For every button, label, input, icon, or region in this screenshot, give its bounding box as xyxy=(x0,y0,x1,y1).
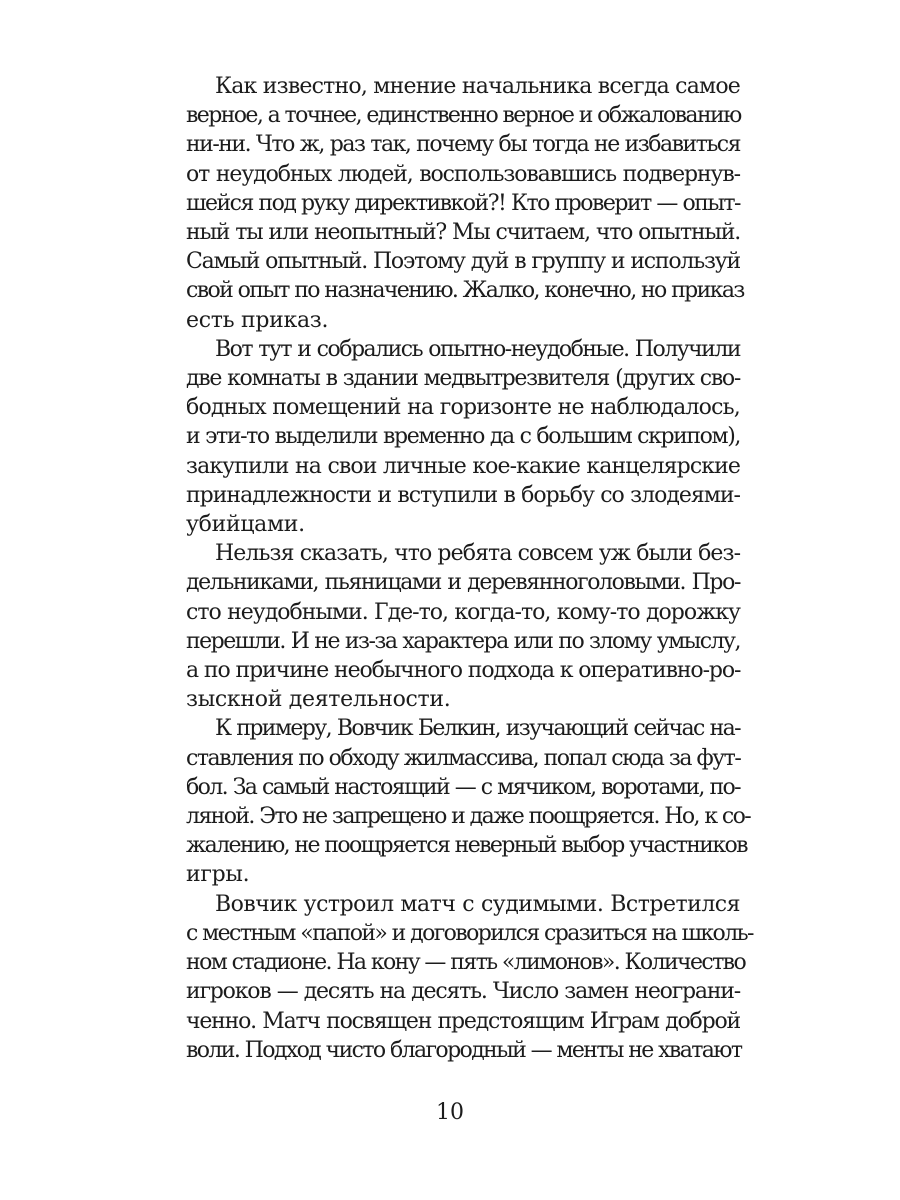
text-line: бодных помещений на горизонте не наблюдалось, xyxy=(186,395,740,421)
text-line: К примеру, Вовчик Белкин, изучающий сейчас на- xyxy=(215,716,740,742)
text-line: Вот тут и собрались опытно-неудобные. Получили xyxy=(215,336,740,362)
text-line: Нельзя сказать, что ребята совсем уж были без- xyxy=(215,541,741,567)
text-line: перешли. И не из-за характера или по злому умыслу, xyxy=(186,628,740,654)
text-line: ставления по обходу жилмассива, попал сюда за фут- xyxy=(186,745,741,771)
page-body xyxy=(186,72,753,1065)
text-line: а по причине необычного подхода к оперативно-ро- xyxy=(186,658,741,684)
text-line: закупили на свои личные кое-какие канцелярские xyxy=(186,453,740,479)
paragraph xyxy=(186,72,744,335)
text-line: ном стадионе. На кону — пять «лимонов». Количество xyxy=(186,950,746,976)
text-line: свой опыт по назначению. Жалко, конечно, но приказ xyxy=(186,278,744,304)
paragraph xyxy=(186,539,740,714)
text-line: воли. Подход чисто благородный — менты не хватают xyxy=(186,1037,742,1063)
paragraph xyxy=(186,335,740,539)
text-line: ченно. Матч посвящен предстоящим Играм доброй xyxy=(186,1008,740,1034)
text-line: есть приказ. xyxy=(186,307,329,333)
paragraph xyxy=(186,890,753,1065)
text-line: жалению, не поощряется неверный выбор участников xyxy=(186,833,747,859)
text-line: Как известно, мнение начальника всегда самое xyxy=(215,74,740,99)
text-line: две комнаты в здании медвытрезвителя (других сво- xyxy=(186,366,740,392)
page-number: 10 xyxy=(436,1100,464,1125)
text-line: убийцами. xyxy=(186,512,305,538)
text-line: дельниками, пьяницами и деревянноголовыми. Про- xyxy=(186,570,740,596)
text-line: ный ты или неопытный? Мы считаем, что опытный. xyxy=(186,220,740,246)
text-line: Самый опытный. Поэтому дуй в группу и используй xyxy=(186,249,740,275)
text-line: верное, а точнее, единственно верное и обжалованию xyxy=(186,103,741,129)
text-line: бол. За самый настоящий — с мячиком, воротами, по- xyxy=(186,774,740,800)
text-line: зыскной деятельности. xyxy=(186,687,451,713)
text-line: ни-ни. Что ж, раз так, почему бы тогда не избавиться xyxy=(186,132,740,158)
text-line: принадлежности и вступили в борьбу со злодеями- xyxy=(186,482,740,508)
text-line: Вовчик устроил матч с судимыми. Встретился xyxy=(215,891,740,917)
text-line: с местным «папой» и договорился сразиться на школь- xyxy=(186,920,753,946)
text-line: ляной. Это не запрещено и даже поощряется. Но, к со- xyxy=(186,804,751,830)
text-line: от неудобных людей, воспользовавшись подвернув- xyxy=(186,161,740,187)
paragraph xyxy=(186,714,751,889)
text-line: и эти-то выделили временно да с большим скрипом), xyxy=(186,424,740,450)
text-line: сто неудобными. Где-то, когда-то, кому-то дорожку xyxy=(186,599,740,625)
text-line: игры. xyxy=(186,862,250,888)
text-line: игроков — десять на десять. Число замен неограни- xyxy=(186,979,740,1005)
text-line: шейся под руку директивкой?! Кто проверит — опыт- xyxy=(186,190,740,216)
